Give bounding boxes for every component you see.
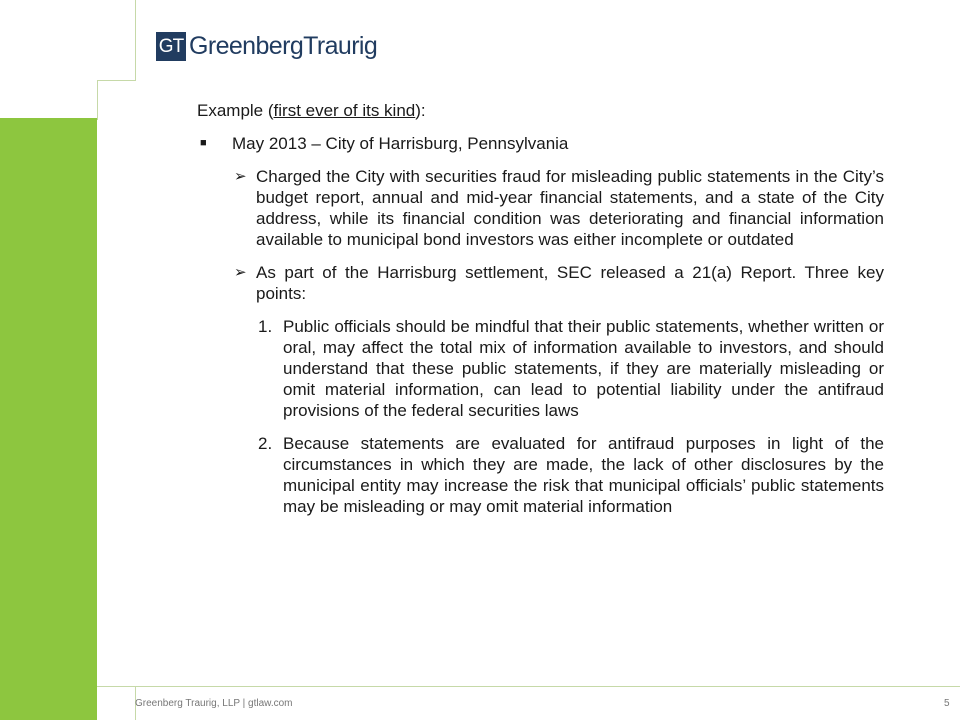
item-number: 1.: [258, 317, 273, 336]
footer-divider: [97, 686, 960, 687]
logo-mark: GT: [156, 32, 186, 61]
arrow-item-text: Charged the City with securities fraud for misleading public statements in the City’s budget report, annual and mid-year financial statements, and a state of the City address, while its financial condition was deteriorating and financial information available to municipal bond investors was either incomplete or outdated: [256, 167, 884, 249]
bullet-text: May 2013 – City of Harrisburg, Pennsylvania: [232, 134, 569, 153]
intro-prefix: Example (: [197, 101, 274, 120]
intro-underlined: first ever of its kind: [273, 101, 416, 120]
numbered-list-item: [197, 316, 884, 421]
frame-line: [135, 0, 136, 80]
arrow-bullet-icon: ➢: [234, 264, 247, 281]
arrow-bullet-icon: ➢: [234, 168, 247, 185]
arrow-item-text: As part of the Harrisburg settlement, SEC released a 21(a) Report. Three key points:: [256, 263, 884, 303]
numbered-list-item: [197, 433, 884, 517]
intro-suffix: ):: [415, 101, 426, 120]
numbered-item-text: Public officials should be mindful that their public statements, whether written or oral, may affect the total mix of information available to investors, and should understand that these public statements, if they are materially misleading or omit material information, can lead to potential liability under the antifraud provisions of the federal securities laws: [283, 317, 884, 420]
frame-line: [97, 80, 98, 120]
page-number: 5: [944, 698, 950, 709]
arrow-list-item: [197, 166, 884, 250]
item-number: 2.: [258, 434, 273, 453]
green-sidebar-bar: [0, 118, 97, 720]
company-logo: [156, 32, 377, 61]
footer-text: Greenberg Traurig, LLP | gtlaw.com: [135, 698, 293, 709]
arrow-list-item: [197, 262, 884, 304]
logo-name: GreenbergTraurig: [189, 32, 378, 60]
numbered-item-text: Because statements are evaluated for antifraud purposes in light of the circumstances in which they are made, the lack of other disclosures by the municipal entity may increase the risk that municipal officials’ public statements may be misleading or may omit material information: [283, 434, 884, 516]
frame-line: [97, 80, 136, 81]
square-bullet-icon: ■: [200, 137, 207, 149]
bullet-item: [197, 133, 884, 154]
intro-line: [197, 100, 884, 121]
slide-content: [197, 100, 884, 529]
